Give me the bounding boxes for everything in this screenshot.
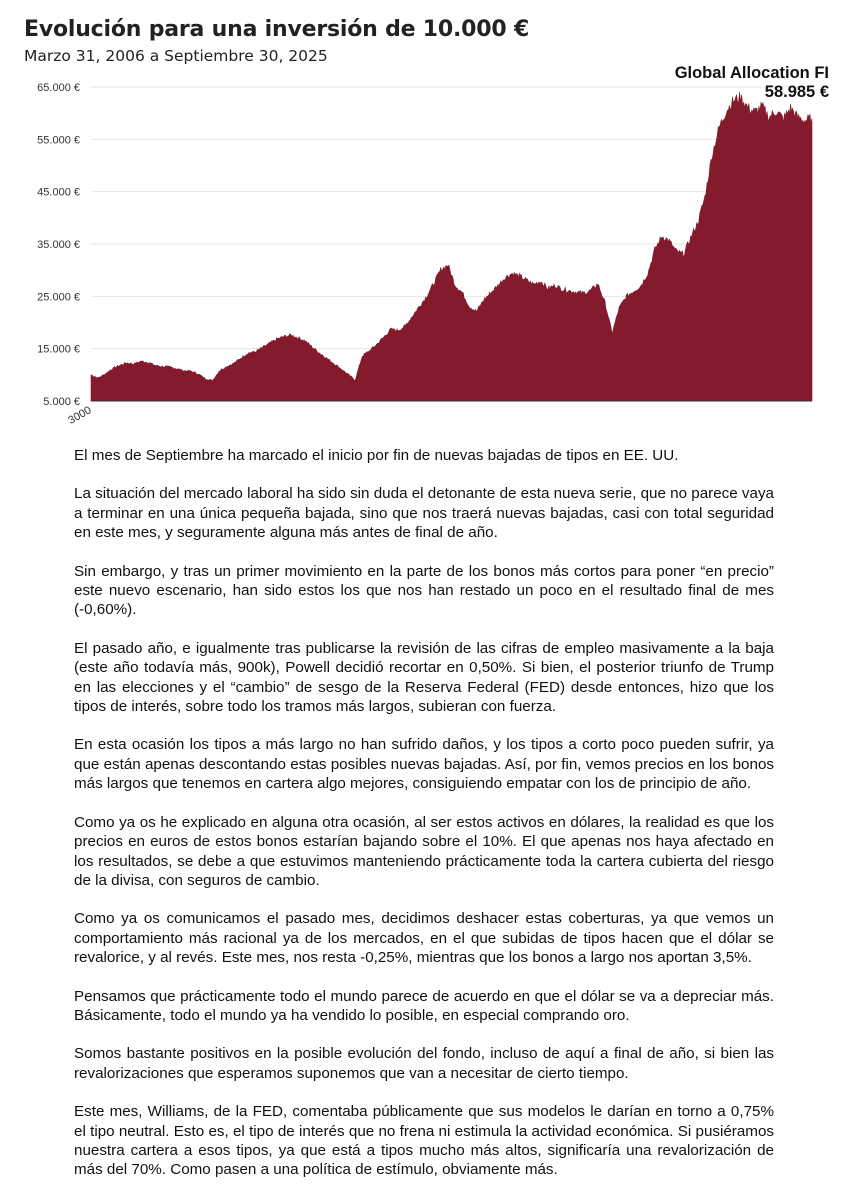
article-paragraph: Como ya os comunicamos el pasado mes, decidimos deshacer estas coberturas, ya que vemos un comportamiento más racional ya de los mercados, en el que subidas de tipos hacen que el dólar se revalorice, y al revés. Este mes, nos resta -0,25%, mientras que los bonos a largo nos aportan 3,5%. (74, 910, 774, 967)
chart-title: Evolución para una inversión de 10.000 € (24, 17, 530, 42)
article-paragraph: En esta ocasión los tipos a más largo no han sufrido daños, y los tipos a corto poco pueden sufrir, ya que están apenas descontando estas posibles nuevas bajadas. Así, por fin, vemos precios en los bonos más largos que tenemos en cartera algo mejores, consiguiendo empatar con los de principio de año. (74, 736, 774, 793)
article-paragraph: Sin embargo, y tras un primer movimiento en la parte de los bonos más cortos para poner “en precio” este nuevo escenario, han sido estos los que nos han restado un poco en el resultado final de mes (-0,60%). (74, 562, 774, 619)
y-tick-label: 55.000 € (37, 134, 80, 147)
article-paragraph: El mes de Septiembre ha marcado el inicio por fin de nuevas bajadas de tipos en EE. UU. (74, 447, 679, 464)
article-body (74, 446, 774, 1199)
performance-chart (0, 60, 848, 440)
article-paragraph: Pensamos que prácticamente todo el mundo parece de acuerdo en que el dólar se va a depreciar más. Básicamente, todo el mundo ya ha vendido lo posible, en especial comprando oro. (74, 987, 774, 1024)
y-tick-label: 35.000 € (37, 239, 80, 251)
area-series-layer (91, 92, 812, 401)
chart-subtitle: Marzo 31, 2006 a Septiembre 30, 2025 (24, 47, 328, 65)
y-tick-label: 65.000 € (37, 82, 80, 94)
series-final-value: 58.985 € (764, 83, 829, 101)
article-paragraph: La situación del mercado laboral ha sido sin duda el detonante de esta nueva serie, que no parece vaya a terminar en una única pequeña bajada, sino que nos traerá nuevas bajadas, casi con total seguridad en este mes, y seguramente alguna más antes de final de año. (74, 485, 774, 542)
y-tick-label: 5.000 € (43, 396, 80, 408)
article-paragraph: Como ya os he explicado en alguna otra ocasión, al ser estos activos en dólares, la realidad es que los precios en euros de estos bonos estarían bajando sobre el 10%. El que apenas nos haya afectado en los resultados, se debe a que estuvimos manteniendo prácticamente toda la cartera cubierta del riesgo de la divisa, con seguros de cambio. (74, 813, 774, 889)
y-axis-labels (37, 82, 80, 408)
y-tick-label: 45.000 € (37, 186, 80, 199)
area-series-global-allocation (91, 92, 812, 401)
x-tick-label: 3000 (66, 404, 94, 427)
article-paragraph: Somos bastante positivos en la posible evolución del fondo, incluso de aquí a final de año, si bien las revalorizaciones que esperamos suponemos que van a necesitar de cierto tiempo. (74, 1045, 774, 1082)
article-paragraph: Este mes, Williams, de la FED, comentaba públicamente que sus modelos le darían en torno a 0,75% el tipo neutral. Esto es, el tipo de interés que no frena ni estimula la actividad económica. Si pusiéramos nuestra cartera a esos tipos, ya que está a tipos mucho más altos, significaría una revalorización de más del 70%. Como pasen a una política de estímulo, obviamente más. (74, 1103, 774, 1179)
article-paragraph: El pasado año, e igualmente tras publicarse la revisión de las cifras de empleo masivamente a la baja (este año todavía más, 900k), Powell decidió recortar en 0,50%. Si bien, el posterior triunfo de Trump en las elecciones y el “cambio” de sesgo de la Reserva Federal (FED) desde entonces, hizo que los tipos de interés, sobre todo los tramos más largos, subieran con fuerza. (74, 639, 774, 716)
y-tick-label: 25.000 € (37, 291, 80, 304)
series-name-label: Global Allocation FI (674, 64, 829, 82)
y-tick-label: 15.000 € (37, 343, 80, 356)
